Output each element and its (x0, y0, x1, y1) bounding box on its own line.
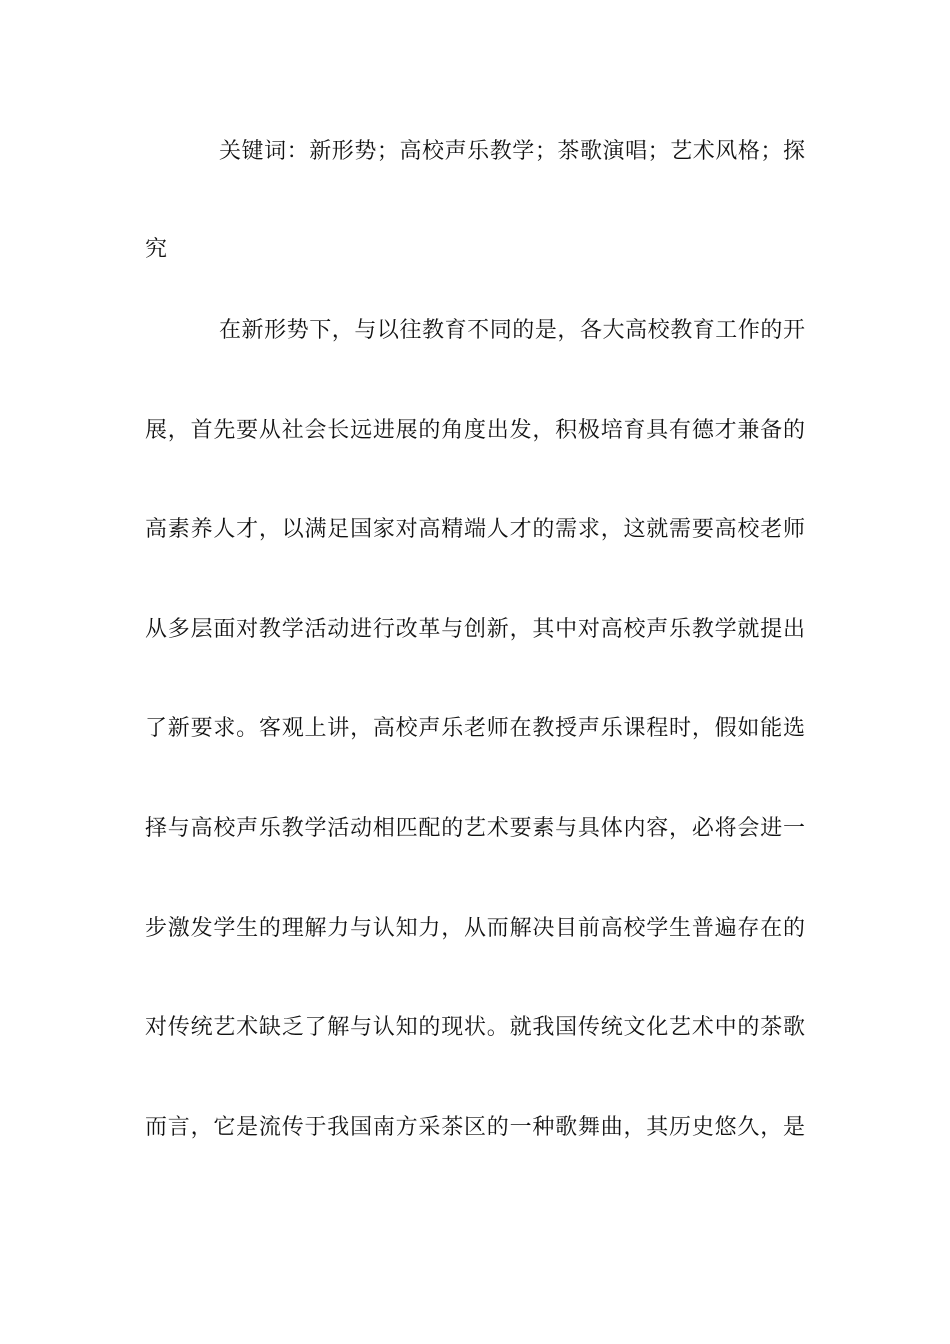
keywords-line-continued: 究 (145, 237, 168, 262)
keywords-line: 关键词：新形势；高校声乐教学；茶歌演唱；艺术风格；探 (219, 139, 805, 164)
paragraph-line: 而言，它是流传于我国南方采茶区的一种歌舞曲，其历史悠久，是 (145, 1115, 805, 1140)
paragraph-line: 高素养人才，以满足国家对高精端人才的需求，这就需要高校老师 (145, 517, 805, 542)
paragraph-line: 步激发学生的理解力与认知力，从而解决目前高校学生普遍存在的 (145, 916, 805, 941)
paragraph-line: 展，首先要从社会长远进展的角度出发，积极培育具有德才兼备的 (145, 418, 805, 443)
paragraph-line: 了新要求。客观上讲，高校声乐老师在教授声乐课程时，假如能选 (145, 716, 805, 741)
paragraph-line: 对传统艺术缺乏了解与认知的现状。就我国传统文化艺术中的茶歌 (145, 1015, 805, 1040)
paragraph-line: 择与高校声乐教学活动相匹配的艺术要素与具体内容，必将会进一 (145, 816, 805, 841)
paragraph-line: 在新形势下，与以往教育不同的是，各大高校教育工作的开 (219, 318, 805, 343)
paragraph-line: 从多层面对教学活动进行改革与创新，其中对高校声乐教学就提出 (145, 617, 805, 642)
